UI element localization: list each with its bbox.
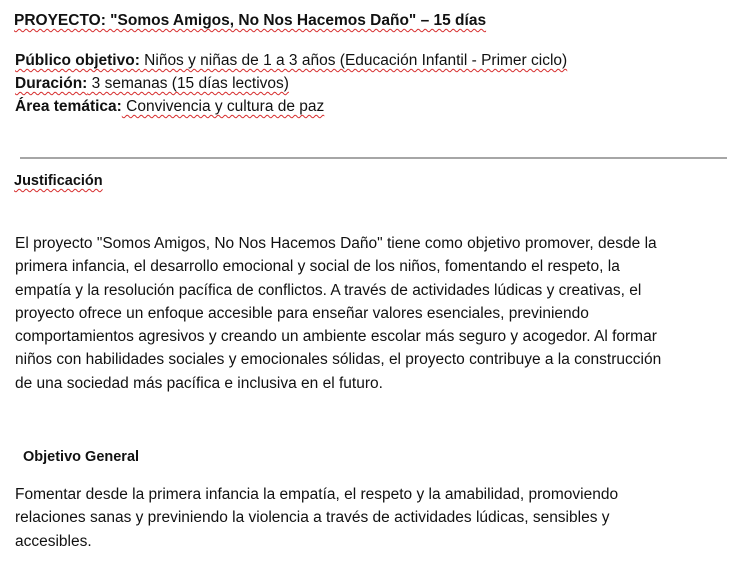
- paragraph-line: El proyecto "Somos Amigos, No Nos Hacemos Daño" tiene como objetivo promover, desde la: [15, 235, 657, 252]
- heading-text: Objetivo General: [23, 449, 140, 465]
- paragraph-line: empatía y la resolución pacífica de conflictos. A través de actividades lúdicas y creativas, el: [15, 281, 642, 299]
- section-heading-objetivo-general: [23, 449, 139, 465]
- paragraph-line: de una sociedad más pacífica e inclusiva en el futuro.: [15, 374, 383, 392]
- meta-value: Convivencia y cultura de paz: [121, 98, 325, 115]
- meta-row-audience: [15, 49, 567, 72]
- meta-label: Área temática:: [15, 98, 122, 115]
- paragraph-line: primera infancia, el desarrollo emocional y social de los niños, fomentando el respeto, la: [15, 258, 620, 276]
- meta-row-area: [15, 95, 567, 118]
- horizontal-divider: [20, 157, 727, 159]
- project-metadata: [15, 49, 567, 118]
- justificacion-paragraph: [15, 232, 727, 395]
- meta-value: 3 semanas (15 días lectivos): [87, 75, 289, 92]
- section-heading-justificacion: [14, 173, 103, 189]
- paragraph-line: comportamientos agresivos y creando un ambiente escolar más seguro y acogedor. Al formar: [15, 328, 657, 346]
- paragraph-line: relaciones sanas y previniendo la violencia a través de actividades lúdicas, sensibles y: [15, 509, 610, 527]
- paragraph-line: niños con habilidades sociales y emocionales sólidas, el proyecto contribuye a la construcción: [15, 351, 662, 369]
- paragraph-line: Fomentar desde la primera infancia la empatía, el respeto y la amabilidad, promoviendo: [15, 486, 619, 503]
- meta-label: Duración:: [15, 75, 88, 92]
- heading-text: Justificación: [14, 173, 103, 189]
- document-title-text: PROYECTO: "Somos Amigos, No Nos Hacemos Daño" – 15 días: [14, 12, 487, 29]
- paragraph-line: proyecto ofrece un enfoque accesible para enseñar valores esenciales, previniendo: [15, 304, 589, 322]
- paragraph-line: accesibles.: [15, 532, 92, 550]
- meta-label: Público objetivo:: [15, 52, 140, 69]
- meta-row-duration: [15, 72, 567, 95]
- objetivo-general-paragraph: [15, 483, 727, 553]
- meta-value: Niños y niñas de 1 a 3 años (Educación Infantil - Primer ciclo): [139, 52, 568, 69]
- document-title: [14, 12, 486, 30]
